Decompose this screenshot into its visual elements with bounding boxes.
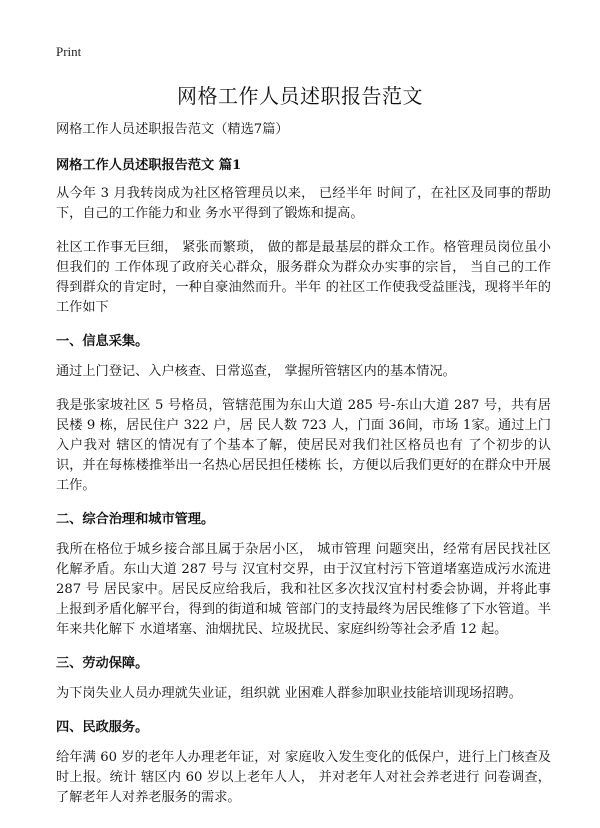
- article-heading: 网格工作人员述职报告范文 篇1: [56, 158, 242, 173]
- paragraph-labor-1: 为下岗失业人员办理就失业证，组织就 业困难人群参加职业技能培训现场招聘。: [56, 686, 522, 701]
- document-body: [56, 120, 551, 822]
- section-heading-info-collection: 一、信息采集。: [56, 334, 149, 349]
- print-link[interactable]: Print: [56, 44, 82, 59]
- paragraph-governance-1: 我所在格位于城乡接合部且属于杂居小区， 城市管理 问题突出，经常有居民找社区化解矛盾。东山大道 287 号与 汉宜村交界，由于汉宜村污下管道堵塞造成污水流进 287 号 居民家中。居民反应给我后，我和社区多次找汉宜村村委会协调，并将此事上报到矛盾化解平台，得到的街道和城 管部门的支持最终为居民维修了下水管道。半年来共化解下 水道堵塞、油烟扰民、垃圾扰民、家庭纠纷等社会矛盾 12 起。: [56, 542, 551, 637]
- section-heading-civil-affairs: 四、民政服务。: [56, 720, 149, 735]
- paragraph-intro-2: 社区工作事无巨细， 紧张而繁琐， 做的都是最基层的群众工作。格管理员岗位虽小但我们的 工作体现了政府关心群众，服务群众为群众办实事的宗旨， 当自己的工作得到群众的肯定时，一种自豪油然而升。半年 的社区工作使我受益匪浅，现将半年的工作如下: [56, 240, 551, 315]
- section-heading-labor: 三、劳动保障。: [56, 656, 149, 671]
- paragraph-info-collection-1: 通过上门登记、入户核查、日常巡查， 掌握所管辖区内的基本情况。: [56, 364, 456, 379]
- paragraph-civil-affairs-1: 给年满 60 岁的老年人办理老年证，对 家庭收入发生变化的低保户，进行上门核查及时上报。统计 辖区内 60 岁以上老年人人， 并对老年人对社会养老进行 问卷调查，了解老年人对养老服务的需求。: [56, 750, 551, 805]
- paragraph-intro-1: 从今年 3 月我转岗成为社区格管理员以来， 已经半年 时间了，在社区及同事的帮助下，自己的工作能力和业 务水平得到了锻炼和提高。: [56, 186, 551, 221]
- paragraph-info-collection-2: 我是张家坡社区 5 号格员，管辖范围为东山大道 285 号-东山大道 287 号，共有居民楼 9 栋，居民住户 322 户，居 民人数 723 人，门面 36间，市场 1家。通过上门入户我对 辖区的情况有了个基本了解，使居民对我们社区格员也有 了个初步的认识，并在每栋楼推举出一名热心居民担任楼栋 长，方便以后我们更好的在群众中开展工作。: [56, 398, 551, 493]
- section-heading-governance: 二、综合治理和城市管理。: [56, 512, 215, 527]
- page-title: 网格工作人员述职报告范文: [177, 84, 423, 108]
- document-subtitle: 网格工作人员述职报告范文（精选7篇）: [56, 122, 289, 137]
